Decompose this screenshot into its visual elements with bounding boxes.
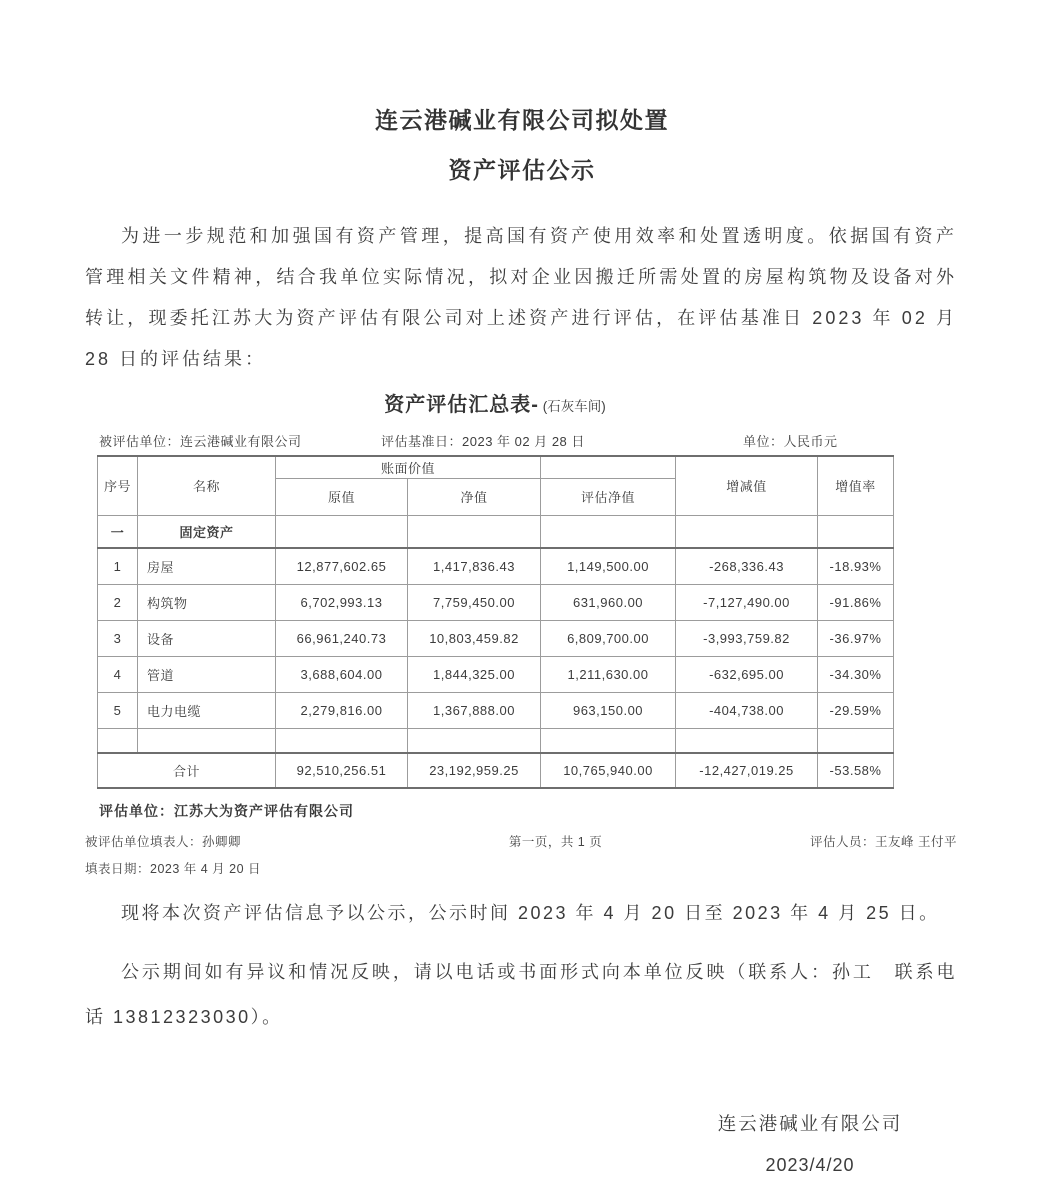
empty-cell [676, 728, 818, 753]
header-row-1 [98, 456, 894, 478]
signature-company: 连云港碱业有限公司 [717, 1113, 903, 1134]
meta-base-date: 评估基准日：2023 年 02 月 28 日 [381, 434, 585, 449]
table-row-empty [98, 728, 894, 753]
cell-net: 10,803,459.82 [408, 620, 541, 656]
meta-evaluated-unit: 被评估单位：连云港碱业有限公司 [99, 434, 302, 449]
cell-change: -268,336.43 [676, 548, 818, 584]
fill-date-line: 填表日期：2023 年 4 月 20 日 [85, 862, 262, 876]
cell-no: 2 [98, 584, 138, 620]
cell-no: 5 [98, 692, 138, 728]
cell-no: 1 [98, 548, 138, 584]
document-content [85, 216, 957, 1176]
total-assessed: 10,765,940.00 [541, 753, 676, 788]
total-rate: -53.58% [818, 753, 894, 788]
cell-net [408, 515, 541, 548]
appraiser-unit-line: 评估单位：江苏大为资产评估有限公司 [99, 803, 354, 819]
cell-name: 固定资产 [138, 515, 276, 548]
page-info: 第一页，共 1 页 [508, 835, 603, 849]
cell-assessed [541, 515, 676, 548]
cell-name: 构筑物 [138, 584, 276, 620]
header-spacer-cell [541, 456, 676, 478]
empty-cell [541, 728, 676, 753]
cell-change [676, 515, 818, 548]
notice-paragraph-1: 现将本次资产评估信息予以公示，公示时间 2023 年 4 月 20 日至 2023 年 4 月 25 日。 [121, 903, 940, 923]
col-header-name: 名称 [138, 456, 276, 515]
cell-assessed: 1,211,630.00 [541, 656, 676, 692]
empty-cell [98, 728, 138, 753]
cell-rate: -91.86% [818, 584, 894, 620]
cell-change: -404,738.00 [676, 692, 818, 728]
table-title-sub: (石灰车间) [538, 399, 606, 414]
total-net: 23,192,959.25 [408, 753, 541, 788]
cell-assessed: 631,960.00 [541, 584, 676, 620]
col-header-book-value: 账面价值 [276, 456, 541, 478]
filled-by: 被评估单位填表人：孙卿卿 [85, 835, 242, 849]
cell-original: 66,961,240.73 [276, 620, 408, 656]
cell-rate: -36.97% [818, 620, 894, 656]
cell-name: 房屋 [138, 548, 276, 584]
empty-cell [408, 728, 541, 753]
col-header-original: 原值 [276, 478, 408, 515]
assessment-table [97, 455, 894, 789]
table-footer-line [85, 832, 957, 850]
cell-change: -3,993,759.82 [676, 620, 818, 656]
empty-cell [138, 728, 276, 753]
table-row [98, 656, 894, 692]
cell-change: -632,695.00 [676, 656, 818, 692]
table-row [98, 692, 894, 728]
table-row [98, 548, 894, 584]
appraisers: 评估人员：王友峰 王付平 [810, 835, 957, 849]
col-header-change: 增减值 [676, 456, 818, 515]
table-title-main: 资产评估汇总表- [384, 394, 539, 416]
cell-original: 3,688,604.00 [276, 656, 408, 692]
table-row [98, 620, 894, 656]
table-row-total [98, 753, 894, 788]
cell-net: 7,759,450.00 [408, 584, 541, 620]
cell-net: 1,417,836.43 [408, 548, 541, 584]
cell-original: 6,702,993.13 [276, 584, 408, 620]
doc-title-line2: 资产评估公示 [448, 157, 596, 183]
signature-date: 2023/4/20 [765, 1155, 855, 1175]
doc-title-line1: 连云港碱业有限公司拟处置 [375, 107, 669, 133]
table-row-category [98, 515, 894, 548]
intro-paragraph: 为进一步规范和加强国有资产管理，提高国有资产使用效率和处置透明度。依据国有资产管理相关文件精神，结合我单位实际情况，拟对企业因搬迁所需处置的房屋构筑物及设备对外转让，现委托江苏大为资产评估有限公司对上述资产进行评估，在评估基准日 2023 年 02 月 28 日的评估结果： [85, 226, 957, 369]
signature-block [675, 1110, 945, 1176]
cell-net: 1,844,325.00 [408, 656, 541, 692]
table-row [98, 584, 894, 620]
cell-change: -7,127,490.00 [676, 584, 818, 620]
col-header-no: 序号 [98, 456, 138, 515]
cell-assessed: 963,150.00 [541, 692, 676, 728]
notice-paragraph-2: 公示期间如有异议和情况反映，请以电话或书面形式向本单位反映（联系人：孙工 联系电话 13812323030）。 [85, 962, 957, 1027]
cell-name: 电力电缆 [138, 692, 276, 728]
col-header-net: 净值 [408, 478, 541, 515]
col-header-rate: 增值率 [818, 456, 894, 515]
cell-rate: -34.30% [818, 656, 894, 692]
cell-original [276, 515, 408, 548]
cell-assessed: 1,149,500.00 [541, 548, 676, 584]
total-label-cell: 合计 [98, 753, 276, 788]
cell-no: 4 [98, 656, 138, 692]
cell-rate: -29.59% [818, 692, 894, 728]
col-header-assessed-net: 评估净值 [541, 478, 676, 515]
cell-original: 12,877,602.65 [276, 548, 408, 584]
empty-cell [276, 728, 408, 753]
cell-assessed: 6,809,700.00 [541, 620, 676, 656]
cell-name: 设备 [138, 620, 276, 656]
cell-original: 2,279,816.00 [276, 692, 408, 728]
cell-net: 1,367,888.00 [408, 692, 541, 728]
cell-no: 一 [98, 515, 138, 548]
cell-no: 3 [98, 620, 138, 656]
total-change: -12,427,019.25 [676, 753, 818, 788]
cell-rate: -18.93% [818, 548, 894, 584]
cell-name: 管道 [138, 656, 276, 692]
cell-rate [818, 515, 894, 548]
meta-currency-unit: 单位：人民币元 [743, 434, 838, 449]
table-meta-row [99, 431, 895, 450]
table-title [97, 388, 893, 417]
empty-cell [818, 728, 894, 753]
total-original: 92,510,256.51 [276, 753, 408, 788]
